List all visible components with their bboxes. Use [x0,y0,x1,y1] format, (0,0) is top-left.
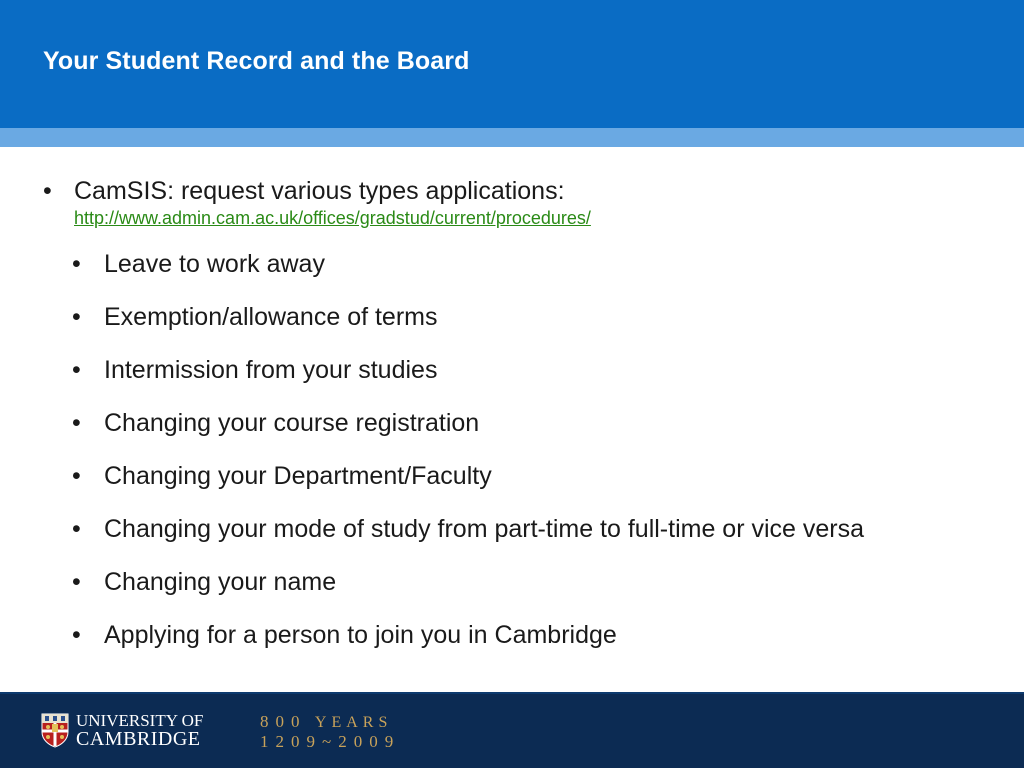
list-item-text: Changing your name [104,568,337,596]
university-line1: UNIVERSITY OF [76,711,204,730]
slide-header [0,0,1024,128]
list-item-text: Changing your course registration [104,409,480,437]
anniversary-text [260,712,400,751]
main-bullet-text: CamSIS: request various types applications: [74,177,565,205]
slide-title: Your Student Record and the Board [43,47,470,75]
bullet-icon: • [72,515,81,543]
university-line2: CAMBRIDGE [76,728,201,750]
years-range: 1209~2009 [260,732,401,751]
header-stripe [0,128,1024,147]
bullet-icon: • [72,356,81,384]
university-name [76,712,203,748]
bullet-icon: • [72,303,81,331]
list-item-text: Exemption/allowance of terms [104,303,438,331]
cambridge-crest-icon [40,712,70,748]
bullet-icon: • [72,409,81,437]
years-word: YEARS [314,714,393,731]
list-item-text: Applying for a person to join you in Cambridge [104,621,617,649]
bullet-icon: • [43,177,52,205]
list-item-text: Changing your mode of study from part-time to full-time or vice versa [104,515,865,543]
list-item-text: Changing your Department/Faculty [104,462,492,490]
bullet-icon: • [72,462,81,490]
years-number: 800 [260,712,307,731]
list-item-text: Intermission from your studies [104,356,438,384]
bullet-icon: • [72,568,81,596]
bullet-icon: • [72,250,81,278]
bullet-icon: • [72,621,81,649]
list-item-text: Leave to work away [104,250,325,278]
procedures-link[interactable]: http://www.admin.cam.ac.uk/offices/gradstud/current/procedures/ [74,208,591,228]
